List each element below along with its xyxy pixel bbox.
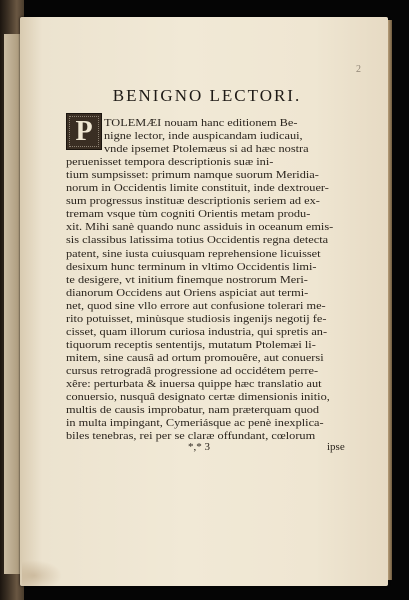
page-heading: BENIGNO LECTORI. [112, 86, 302, 105]
text-line: TOLEMÆI nouam hanc editionem Be- [104, 117, 298, 129]
page-stack-edge [388, 20, 392, 580]
text-line: mitem, sine causâ ad ortum promouêre, aut conuersi [66, 351, 324, 364]
text-line: nigne lector, inde auspicandam iudicaui, [104, 130, 303, 143]
catchword: ipse [327, 441, 345, 453]
text-line: in multa impingant, Cymeriásque ac penè inexplica- [66, 417, 324, 430]
text-line: vnde ipsemet Ptolemæus si ad hæc nostra [104, 143, 309, 156]
text-line: tium sumpsisset: primum namque suorum Meridia- [66, 169, 319, 182]
text-line: rito potuisset, minùsque studiosis ingenijs negotij fe- [66, 312, 327, 325]
text-line: xit. Mihi sanè quando nunc assiduis in oceanum emis- [66, 221, 334, 234]
text-line: desixum hunc terminum in vltimo Occidentis limi- [66, 260, 317, 273]
text-line: tremam vsque tùm cogniti Orientis metam produ- [66, 208, 311, 221]
text-line: sum progressus instituæ descriptionis seriem ad ex- [66, 195, 320, 208]
text-line: biles tenebras, rei per se claræ offundant, cœlorum [66, 430, 316, 443]
text-line: multis de causis improbatur, nam præterquam quod [66, 404, 320, 417]
pencil-mark: 2 [356, 64, 361, 75]
text-line: peruenisset tempora descriptionis suæ ini- [66, 156, 274, 169]
text-line: te desigere, vt initium finemque nostrorum Meri- [66, 273, 308, 286]
signature-mark: *,* 3 [188, 441, 210, 453]
text-line: xêre: perturbata & inuersa quippe hæc translatio aut [66, 378, 322, 390]
text-line: sis classibus latissima totius Occidentis regna detecta [66, 234, 329, 247]
text-line: conuersio, nusquâ designato certæ dimensionis initio, [66, 391, 330, 404]
text-line: dianorum Occidens aut Oriens aspiciat aut termi- [66, 286, 309, 299]
text-line: cursus retrogradâ progressione ad occidétem perre- [66, 364, 319, 377]
text-line: tiquorum receptis sententijs, mutatum Ptolemæi li- [66, 338, 316, 351]
text-line: net, quod sine vllo errore aut confusione tolerari me- [66, 299, 326, 312]
text-line: norum in Occidentis limite constituit, inde dextrouer- [66, 182, 329, 195]
text-line: cisset, quam illorum curiosa industria, qui spretis an- [66, 325, 328, 338]
page-stain [22, 560, 62, 586]
decorated-initial: P [66, 113, 102, 150]
text-line: patent, sine iusta cuiusquam reprehensione licuisset [66, 247, 321, 260]
